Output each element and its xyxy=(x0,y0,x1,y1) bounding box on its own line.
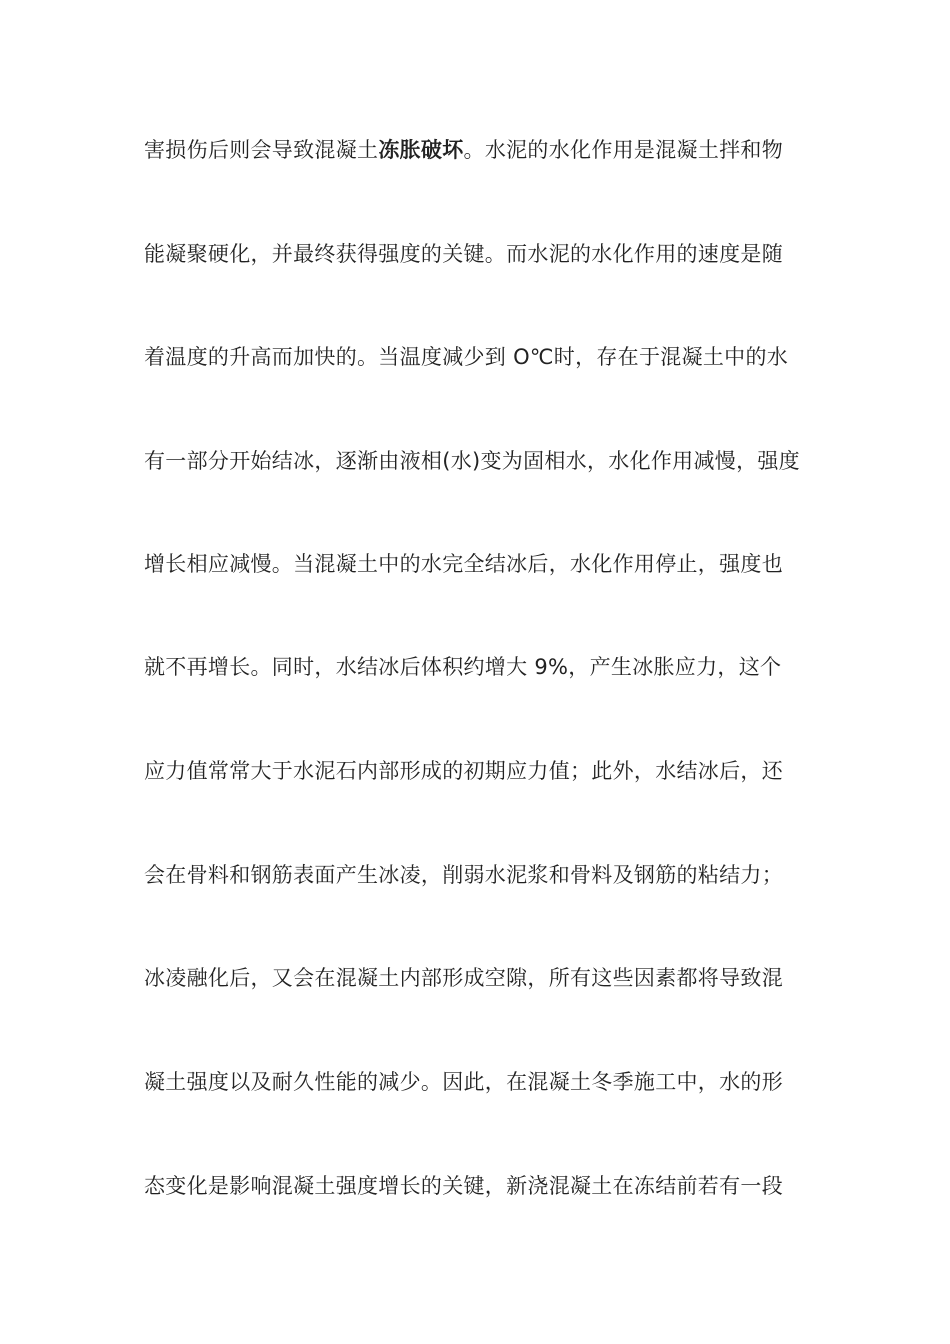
bold-term-frost-heave-damage: 冻胀破坏 xyxy=(378,138,464,162)
line-1-after: 。水泥的水化作用是混凝土拌和物 xyxy=(463,138,784,162)
paragraph-line-9: 冰凌融化后，又会在混凝土内部形成空隙，所有这些因素都将导致混 xyxy=(144,966,783,990)
paragraph-line-6: 就不再增长。同时，水结冰后体积约增大 9%，产生冰胀应力，这个 xyxy=(144,655,782,679)
paragraph-line-5: 增长相应减慢。当混凝土中的水完全结冰后，水化作用停止，强度也 xyxy=(144,552,783,576)
paragraph-line-8: 会在骨料和钢筋表面产生冰凌，削弱水泥浆和骨料及钢筋的粘结力； xyxy=(144,863,783,887)
paragraph-line-1 xyxy=(144,135,824,165)
paragraph-line-4: 有一部分开始结冰，逐渐由液相(水)变为固相水，水化作用减慢，强度 xyxy=(144,449,800,473)
paragraph-line-10: 凝土强度以及耐久性能的减少。因此，在混凝土冬季施工中，水的形 xyxy=(144,1070,783,1094)
paragraph-line-2: 能凝聚硬化，并最终获得强度的关键。而水泥的水化作用的速度是随 xyxy=(144,242,783,266)
paragraph-line-3: 着温度的升高而加快的。当温度减少到 O℃时，存在于混凝土中的水 xyxy=(144,345,789,369)
paragraph-line-7: 应力值常常大于水泥石内部形成的初期应力值；此外，水结冰后，还 xyxy=(144,759,783,783)
line-1-before: 害损伤后则会导致混凝土 xyxy=(144,138,379,162)
paragraph-line-11: 态变化是影响混凝土强度增长的关键，新浇混凝土在冻结前若有一段 xyxy=(144,1174,783,1198)
